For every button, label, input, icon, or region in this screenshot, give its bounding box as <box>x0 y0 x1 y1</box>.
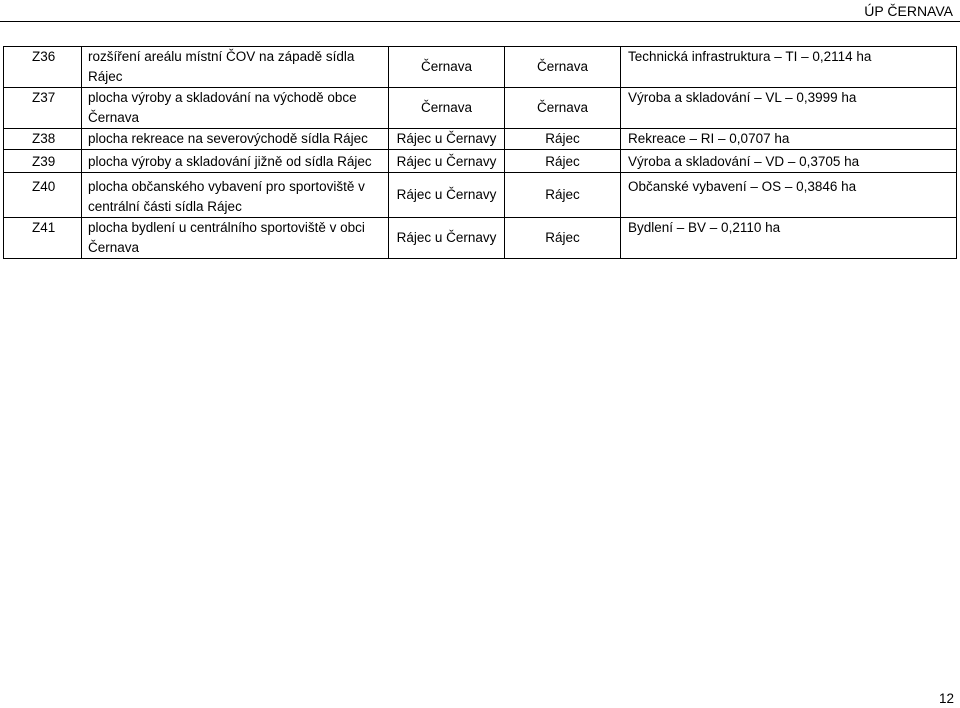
zones-table <box>3 46 957 259</box>
land-use: Výroba a skladování – VL – 0,3999 ha <box>621 88 957 129</box>
cadastral-area: Černava <box>389 47 505 88</box>
cadastral-area: Rájec u Černavy <box>389 218 505 259</box>
municipality: Černava <box>505 88 621 129</box>
cadastral-area: Černava <box>389 88 505 129</box>
table-row <box>4 173 957 218</box>
zone-description: plocha výroby a skladování na východě obce Černava <box>82 88 389 129</box>
municipality: Černava <box>505 47 621 88</box>
table-row <box>4 218 957 259</box>
zone-code: Z41 <box>4 218 82 259</box>
zone-description: plocha občanského vybavení pro sportoviště v centrální části sídla Rájec <box>82 173 389 218</box>
cadastral-area: Rájec u Černavy <box>389 150 505 173</box>
zone-description: plocha rekreace na severovýchodě sídla Rájec <box>82 129 389 150</box>
zone-description: plocha výroby a skladování jižně od sídla Rájec <box>82 150 389 173</box>
cadastral-area: Rájec u Černavy <box>389 129 505 150</box>
land-use: Bydlení – BV – 0,2110 ha <box>621 218 957 259</box>
zone-description: plocha bydlení u centrálního sportoviště v obci Černava <box>82 218 389 259</box>
land-use: Technická infrastruktura – TI – 0,2114 ha <box>621 47 957 88</box>
header-divider <box>0 21 960 22</box>
table-row <box>4 129 957 150</box>
land-use: Výroba a skladování – VD – 0,3705 ha <box>621 150 957 173</box>
page-header-title: ÚP ČERNAVA <box>864 3 953 19</box>
land-use: Občanské vybavení – OS – 0,3846 ha <box>621 173 957 218</box>
cadastral-area: Rájec u Černavy <box>389 173 505 218</box>
municipality: Rájec <box>505 218 621 259</box>
municipality: Rájec <box>505 173 621 218</box>
table-row <box>4 88 957 129</box>
page-number: 12 <box>938 691 954 706</box>
zone-code: Z39 <box>4 150 82 173</box>
land-use: Rekreace – RI – 0,0707 ha <box>621 129 957 150</box>
municipality: Rájec <box>505 150 621 173</box>
zone-code: Z38 <box>4 129 82 150</box>
table-row <box>4 47 957 88</box>
zone-code: Z36 <box>4 47 82 88</box>
zone-code: Z37 <box>4 88 82 129</box>
table-row <box>4 150 957 173</box>
municipality: Rájec <box>505 129 621 150</box>
zone-code: Z40 <box>4 173 82 218</box>
zone-description: rozšíření areálu místní ČOV na západě sídla Rájec <box>82 47 389 88</box>
